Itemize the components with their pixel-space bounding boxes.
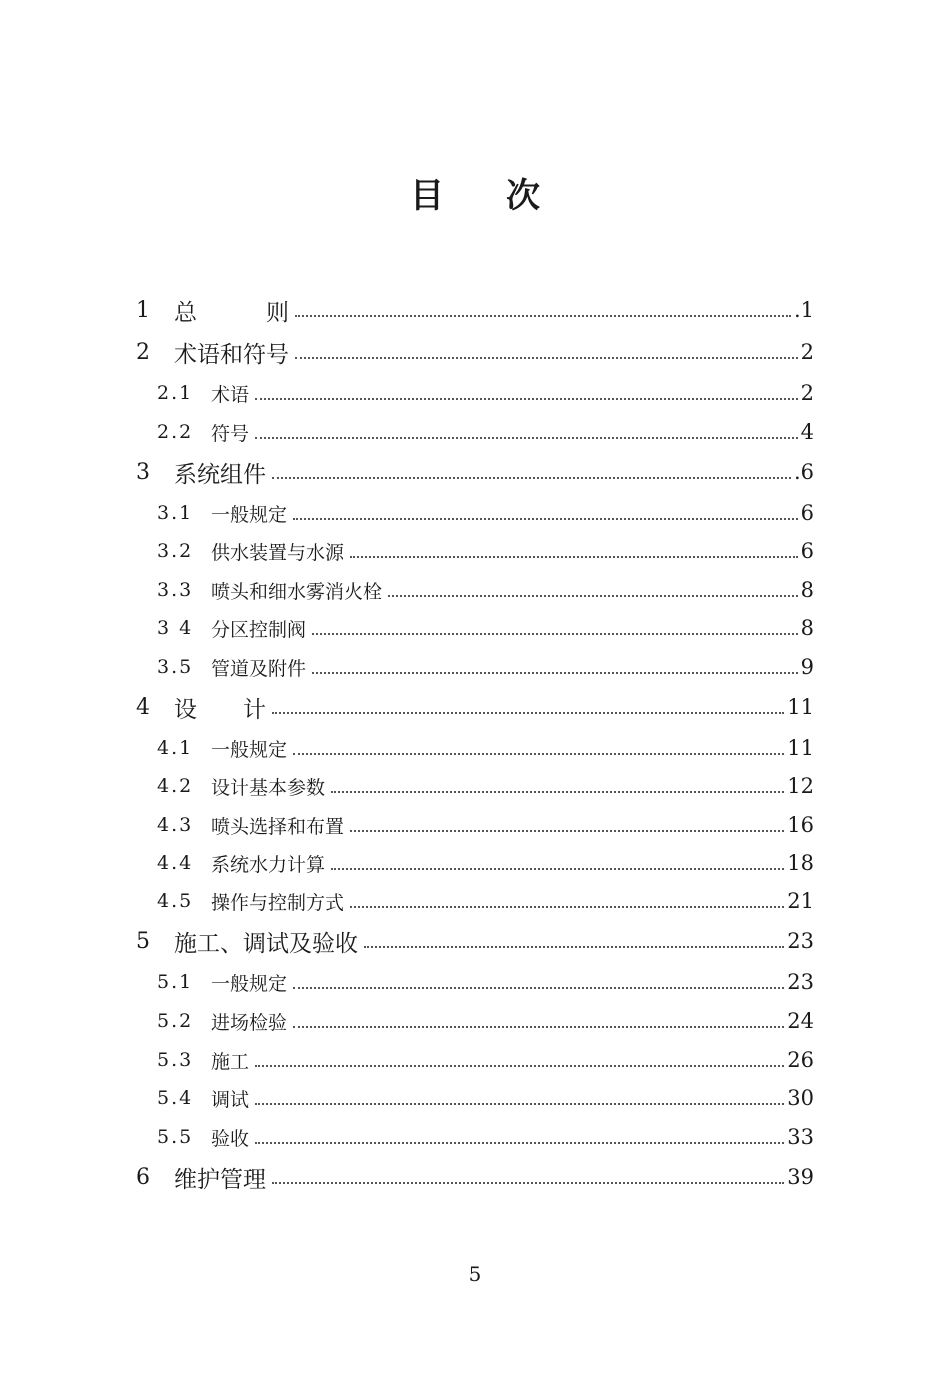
toc-entry-number: 4.2: [157, 775, 194, 797]
toc-leader-dots: [331, 791, 784, 793]
toc-entry-number: 1: [136, 297, 150, 323]
toc-entry-number: 6: [136, 1164, 150, 1190]
title-char-2: 次: [506, 176, 540, 216]
toc-entry-page: 21: [787, 889, 814, 913]
toc-entry-title: 一般规定: [211, 972, 288, 995]
toc-leader-dots: [350, 830, 784, 832]
toc-entry: [0, 810, 950, 840]
toc-entry-number: 5.1: [157, 971, 194, 993]
toc-entry-title: 进场检验: [211, 1011, 288, 1034]
toc-entry-title: 施工、调试及验收: [174, 930, 358, 957]
toc-entry-title: 管道及附件: [211, 657, 307, 680]
toc-entry-number: 3.2: [157, 540, 194, 562]
toc-entry-page: 12: [787, 774, 814, 798]
toc-entry-number: 3 4: [157, 617, 194, 639]
toc-entry-number: 2.2: [157, 421, 194, 443]
toc-entry-title: 一般规定: [211, 503, 288, 526]
toc-entry-title: 术语和符号: [174, 341, 289, 368]
toc-entry-page: 18: [787, 851, 814, 875]
toc-entry: [0, 457, 950, 487]
toc-entry-page: 4: [800, 420, 814, 444]
toc-entry-title: 操作与控制方式: [211, 891, 345, 914]
toc-entry-page: 11: [787, 695, 814, 719]
page-number: 5: [468, 1262, 482, 1286]
toc-leader-dots: [255, 1142, 784, 1144]
toc-leader-dots: [272, 1182, 784, 1184]
toc-entry-number: 4: [136, 694, 150, 720]
toc-entry-number: 2: [136, 339, 150, 365]
toc-leader-dots: [272, 712, 784, 714]
toc-entry: [0, 378, 950, 408]
toc-leader-dots: [293, 518, 798, 520]
toc-entry-number: 3.1: [157, 502, 194, 524]
toc-entry-number: 5.2: [157, 1010, 194, 1032]
toc-entry: [0, 652, 950, 682]
toc-entry-number: 3: [136, 459, 150, 485]
toc-entry: [0, 536, 950, 566]
toc-entry-number: 4.1: [157, 737, 194, 759]
toc-entry-number: 3.5: [157, 656, 194, 678]
toc-entry: [0, 771, 950, 801]
toc-leader-dots: [255, 398, 798, 400]
toc-entry-page: 6: [800, 501, 814, 525]
toc-entry-page: 26: [787, 1048, 814, 1072]
toc-entry-title: 系统组件: [174, 461, 266, 488]
toc-entry-title: 术语: [211, 383, 250, 406]
toc-entry-number: 5: [136, 928, 150, 954]
toc-entry-number: 4.4: [157, 852, 194, 874]
toc-entry-number: 3.3: [157, 579, 194, 601]
toc-entry-page: 23: [787, 929, 814, 953]
toc-entry-title: 设 计: [174, 696, 266, 723]
toc-entry-page: 39: [787, 1165, 814, 1189]
toc-leader-dots: [312, 633, 798, 635]
toc-leader-dots: [255, 437, 798, 439]
toc-entry-page: 6: [800, 539, 814, 563]
toc-entry-title: 符号: [211, 422, 250, 445]
toc-entry: [0, 733, 950, 763]
toc-entry: [0, 692, 950, 722]
toc-entry-page: 9: [800, 655, 814, 679]
toc-entry-title: 系统水力计算: [211, 853, 326, 876]
toc-entry-page: 8: [800, 616, 814, 640]
toc-leader-dots: [255, 1103, 784, 1105]
toc-leader-dots: [350, 556, 798, 558]
toc-entry: [0, 1122, 950, 1152]
toc-entry-title: 一般规定: [211, 738, 288, 761]
toc-entry-title: 验收: [211, 1127, 250, 1150]
toc-entry: [0, 417, 950, 447]
toc-entry-page: .6: [793, 460, 814, 484]
toc-entry-number: 5.4: [157, 1087, 194, 1109]
toc-leader-dots: [272, 477, 791, 479]
toc-leader-dots: [312, 672, 798, 674]
toc-leader-dots: [293, 753, 784, 755]
toc-entry-number: 4.3: [157, 814, 194, 836]
toc-entry: [0, 886, 950, 916]
page-title: [0, 168, 950, 217]
toc-entry-page: 11: [787, 736, 814, 760]
toc-entry: [0, 1045, 950, 1075]
toc-entry: [0, 498, 950, 528]
toc-entry-page: 16: [787, 813, 814, 837]
toc-entry-number: 5.3: [157, 1049, 194, 1071]
toc-entry: [0, 1162, 950, 1192]
toc-entry-title: 设计基本参数: [211, 776, 326, 799]
toc-entry-title: 总 则: [174, 299, 289, 326]
toc-entry: [0, 926, 950, 956]
toc-entry: [0, 575, 950, 605]
toc-entry-page: 33: [787, 1125, 814, 1149]
toc-entry-page: 8: [800, 578, 814, 602]
toc-entry-number: 2.1: [157, 382, 194, 404]
toc-entry-page: 23: [787, 970, 814, 994]
toc-entry: [0, 337, 950, 367]
toc-entry-page: 24: [787, 1009, 814, 1033]
toc-entry: [0, 1083, 950, 1113]
title-char-1: 目: [410, 176, 444, 216]
toc-entry-page: .1: [793, 298, 814, 322]
toc-entry-number: 5.5: [157, 1126, 194, 1148]
toc-entry-title: 维护管理: [174, 1166, 266, 1193]
toc-entry-number: 4.5: [157, 890, 194, 912]
toc-leader-dots: [295, 357, 798, 359]
toc-entry-title: 喷头和细水雾消火栓: [211, 580, 383, 603]
toc-leader-dots: [388, 595, 798, 597]
toc-entry-title: 调试: [211, 1088, 250, 1111]
toc-leader-dots: [295, 315, 791, 317]
toc-entry: [0, 967, 950, 997]
toc-entry-title: 施工: [211, 1050, 250, 1073]
toc-entry: [0, 1006, 950, 1036]
toc-leader-dots: [255, 1065, 784, 1067]
toc-leader-dots: [364, 946, 784, 948]
toc-entry-page: 2: [800, 381, 814, 405]
toc-leader-dots: [331, 868, 784, 870]
toc-entry-title: 供水装置与水源: [211, 541, 345, 564]
toc-leader-dots: [350, 906, 784, 908]
toc-entry: [0, 613, 950, 643]
toc-entry-title: 分区控制阀: [211, 618, 307, 641]
toc-entry: [0, 848, 950, 878]
toc-entry-page: 2: [800, 340, 814, 364]
toc-leader-dots: [293, 1026, 784, 1028]
toc-entry: [0, 295, 950, 325]
toc-entry-page: 30: [787, 1086, 814, 1110]
toc-leader-dots: [293, 987, 784, 989]
toc-entry-title: 喷头选择和布置: [211, 815, 345, 838]
